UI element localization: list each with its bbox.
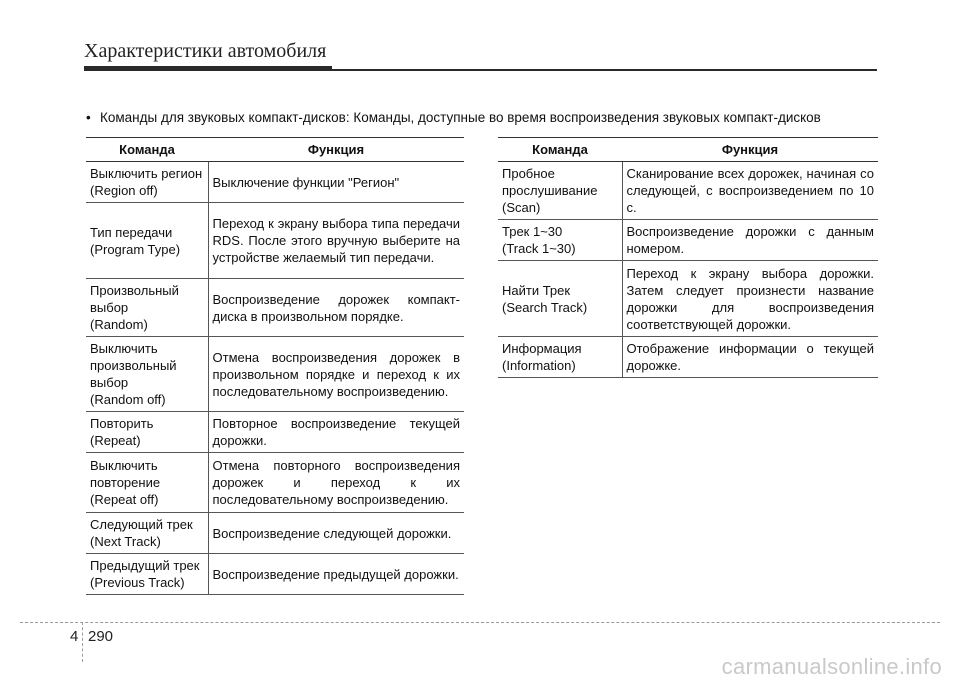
command-name: Трек 1~30 (Track 1~30) (502, 224, 576, 256)
command-cell (86, 554, 208, 595)
function-cell: Выключение функции "Регион" (208, 162, 464, 203)
function-cell: Отображение информации о текущей дорожке. (622, 337, 878, 378)
footer-dashed-divider (82, 622, 83, 662)
command-cell (86, 279, 208, 337)
function-cell: Отмена воспроизведения дорожек в произвольном порядке и переход к их последовательному воспроизведению. (208, 337, 464, 412)
command-name: Пробное прослушивание (Scan) (502, 166, 598, 215)
command-name: Произвольный выбор (Random) (90, 283, 179, 332)
chapter-number: 4 (70, 628, 79, 645)
function-cell: Воспроизведение дорожки с данным номером. (622, 220, 878, 261)
footer-dashed-rule (20, 622, 940, 623)
table-row (86, 337, 464, 412)
function-cell: Переход к экрану выбора дорожки. Затем следует произнести название дорожки для воспроизведения соответствующей дорожки. (622, 261, 878, 337)
table-row (86, 513, 464, 554)
column-header-function: Функция (622, 138, 878, 162)
column-header-command: Команда (86, 138, 208, 162)
function-cell: Переход к экрану выбора типа передачи RDS. После этого вручную выберите на устройстве желаемый тип передачи. (208, 203, 464, 279)
table-row (498, 337, 878, 378)
command-cell (86, 412, 208, 453)
table-row (86, 554, 464, 595)
table-row (498, 261, 878, 337)
function-cell: Сканирование всех дорожек, начиная со следующей, с воспроизведением по 10 с. (622, 162, 878, 220)
command-name: Повторить (Repeat) (90, 416, 154, 448)
column-header-command: Команда (498, 138, 622, 162)
command-cell (86, 162, 208, 203)
commands-table-left (86, 137, 464, 595)
command-cell (498, 220, 622, 261)
command-name: Выключить регион (Region off) (90, 166, 203, 198)
function-cell: Воспроизведение предыдущей дорожки. (208, 554, 464, 595)
intro-text: Команды для звуковых компакт-дисков: Команды, доступные во время воспроизведения звуковых компакт-дисков (100, 110, 821, 125)
command-cell (498, 162, 622, 220)
table-header-row (498, 138, 878, 162)
table-row (498, 220, 878, 261)
table-row (86, 279, 464, 337)
function-cell: Воспроизведение следующей дорожки. (208, 513, 464, 554)
command-name: Следующий трек (Next Track) (90, 517, 193, 549)
table-row (86, 203, 464, 279)
command-name: Выключить произвольный выбор (Random off) (90, 341, 177, 407)
function-cell: Повторное воспроизведение текущей дорожки. (208, 412, 464, 453)
command-name: Тип передачи (Program Type) (90, 224, 181, 257)
command-cell (498, 337, 622, 378)
command-name: Информация (Information) (502, 341, 582, 373)
function-cell: Воспроизведение дорожек компакт-диска в произвольном порядке. (208, 279, 464, 337)
intro-bullet-line (86, 110, 821, 125)
table-header-row (86, 138, 464, 162)
command-cell (86, 203, 208, 279)
column-header-function: Функция (208, 138, 464, 162)
watermark: carmanualsonline.info (721, 654, 942, 679)
function-cell: Отмена повторного воспроизведения дорожек и переход к их последовательному воспроизведению. (208, 453, 464, 513)
command-cell (86, 513, 208, 554)
command-cell (498, 261, 622, 337)
table-row (86, 453, 464, 513)
command-cell (86, 453, 208, 513)
commands-table-right (498, 137, 878, 378)
bullet-marker: • (86, 110, 91, 125)
header-rule-thick (84, 66, 332, 71)
table-row (86, 162, 464, 203)
command-cell (86, 337, 208, 412)
page-header-title: Характеристики автомобиля (84, 40, 327, 62)
table-row (86, 412, 464, 453)
page-number: 290 (88, 628, 114, 645)
command-name: Найти Трек (Search Track) (502, 282, 588, 315)
command-name: Предыдущий трек (Previous Track) (90, 558, 200, 590)
table-row (498, 162, 878, 220)
command-name: Выключить повторение (Repeat off) (90, 458, 161, 507)
header-rule-thin (332, 69, 877, 71)
